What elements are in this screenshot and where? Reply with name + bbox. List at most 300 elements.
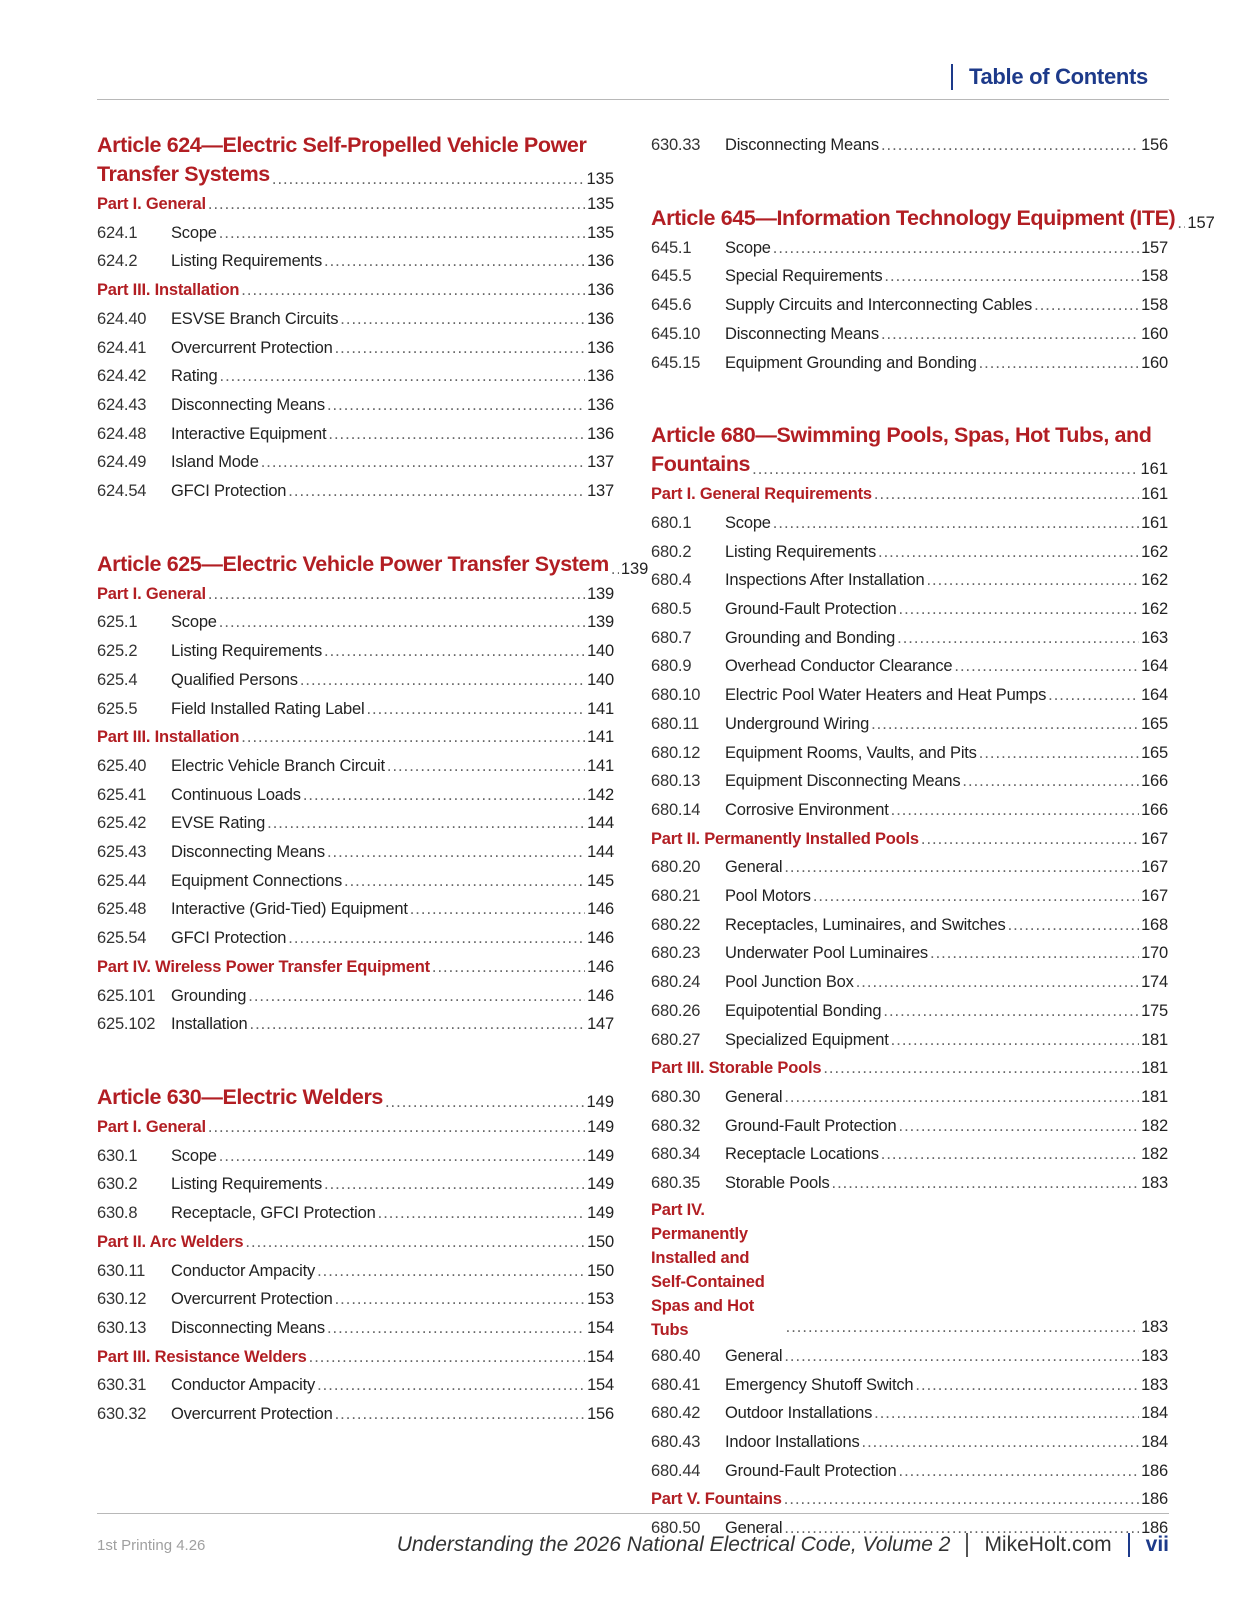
section-number: 680.9 xyxy=(651,657,692,676)
part-title: Part III. Storable Pools xyxy=(651,1059,822,1078)
part-title: Part I. General xyxy=(97,584,206,603)
section-page-number: 137 xyxy=(587,482,614,501)
footer-rule xyxy=(97,1513,1169,1514)
section-page-number: 170 xyxy=(1141,944,1168,963)
toc-entry[interactable] xyxy=(97,219,614,248)
section-number: 680.42 xyxy=(651,1404,701,1423)
section-title: Field Installed Rating Label xyxy=(171,699,365,718)
dot-leader xyxy=(366,695,585,724)
page-title: Table of Contents xyxy=(968,64,1148,89)
article-heading[interactable] xyxy=(97,131,614,189)
part-heading[interactable] xyxy=(97,1343,614,1372)
part-page-number: 183 xyxy=(1141,1318,1168,1337)
section-title: Equipment Grounding and Bonding xyxy=(725,353,977,372)
toc-entry[interactable] xyxy=(651,1399,1168,1428)
article-title-line: Article 624—Electric Self-Propelled Vehicle Power xyxy=(97,133,587,157)
toc-entry[interactable] xyxy=(97,608,614,637)
section-title: Ground-Fault Protection xyxy=(725,600,897,619)
section-number: 680.41 xyxy=(651,1375,701,1394)
section-page-number: 186 xyxy=(1141,1519,1168,1538)
part-heading[interactable] xyxy=(97,1228,614,1257)
section-number: 680.10 xyxy=(651,686,701,705)
dot-leader xyxy=(862,1428,1140,1457)
toc-entry[interactable] xyxy=(651,796,1168,825)
section-title: Continuous Loads xyxy=(171,785,301,804)
section-title: Ground-Fault Protection xyxy=(725,1461,897,1480)
dot-leader xyxy=(344,867,585,896)
toc-entry[interactable] xyxy=(651,1083,1168,1112)
toc-entry[interactable] xyxy=(97,781,614,810)
dot-leader xyxy=(813,882,1139,911)
dot-leader xyxy=(979,349,1139,378)
article-heading[interactable] xyxy=(651,421,1168,479)
part-title: Part V. Fountains xyxy=(651,1490,782,1509)
section-number: 680.5 xyxy=(651,600,692,619)
section-number: 625.48 xyxy=(97,900,147,919)
section-number: 680.4 xyxy=(651,571,692,590)
toc-entry[interactable] xyxy=(97,391,614,420)
toc-entry[interactable] xyxy=(651,882,1168,911)
section-title: GFCI Protection xyxy=(171,929,287,948)
section-page-number: 136 xyxy=(587,252,614,271)
left-column xyxy=(97,131,649,1429)
section-title: GFCI Protection xyxy=(171,482,287,501)
dot-leader xyxy=(220,362,586,391)
dot-leader xyxy=(883,997,1139,1026)
section-page-number: 175 xyxy=(1141,1001,1168,1020)
section-number: 624.54 xyxy=(97,482,147,501)
section-page-number: 140 xyxy=(587,670,614,689)
dot-leader xyxy=(881,131,1139,160)
toc-entry[interactable] xyxy=(97,666,614,695)
toc-entry[interactable] xyxy=(97,1170,614,1199)
toc-entry[interactable] xyxy=(97,305,614,334)
dot-leader xyxy=(962,767,1139,796)
toc-entry[interactable] xyxy=(97,1142,614,1171)
dot-leader xyxy=(208,190,585,219)
part-page-number: 186 xyxy=(1141,1490,1168,1509)
section-title: Disconnecting Means xyxy=(171,395,325,414)
section-spacer xyxy=(97,506,614,550)
part-page-number: 135 xyxy=(587,195,614,213)
section-title: Inspections After Installation xyxy=(725,571,925,590)
toc-entry[interactable] xyxy=(651,681,1168,710)
toc-entry[interactable] xyxy=(651,1169,1168,1198)
section-title: Electric Vehicle Branch Circuit xyxy=(171,756,385,775)
section-title: Electric Pool Water Heaters and Heat Pumps xyxy=(725,686,1047,705)
part-heading[interactable] xyxy=(97,190,614,219)
section-title: Underground Wiring xyxy=(725,714,870,733)
section-title: Disconnecting Means xyxy=(725,324,879,343)
part-heading[interactable] xyxy=(97,953,614,982)
section-number: 680.22 xyxy=(651,915,701,934)
section-number: 680.13 xyxy=(651,772,701,791)
section-title: General xyxy=(725,1346,783,1365)
dot-leader xyxy=(317,1371,585,1400)
section-page-number: 158 xyxy=(1141,267,1168,286)
toc-entry[interactable] xyxy=(651,968,1168,997)
section-title: Receptacle Locations xyxy=(725,1145,879,1164)
article-title-line: Fountains xyxy=(651,452,751,477)
section-number: 625.102 xyxy=(97,1015,156,1034)
website-link[interactable]: MikeHolt.com xyxy=(984,1533,1112,1556)
toc-entry[interactable] xyxy=(97,448,614,477)
toc-entry[interactable] xyxy=(651,566,1168,595)
section-title: Overhead Conductor Clearance xyxy=(725,657,953,676)
section-title: Interactive Equipment xyxy=(171,424,327,443)
toc-entry[interactable] xyxy=(97,752,614,781)
toc-entry[interactable] xyxy=(651,939,1168,968)
footer-divider xyxy=(1128,1533,1130,1557)
toc-entry[interactable] xyxy=(651,1026,1168,1055)
article-page-number: 149 xyxy=(586,1092,614,1111)
printing-note: 1st Printing 4.26 xyxy=(97,1536,206,1554)
dot-leader xyxy=(784,1083,1139,1112)
section-title: Listing Requirements xyxy=(171,252,322,271)
toc-entry[interactable] xyxy=(97,867,614,896)
section-title: Receptacles, Luminaires, and Switches xyxy=(725,915,1006,934)
toc-entry[interactable] xyxy=(651,320,1168,349)
section-title: Special Requirements xyxy=(725,267,883,286)
section-title: Overcurrent Protection xyxy=(171,338,333,357)
article-title-row xyxy=(97,550,649,579)
part-page-number: 150 xyxy=(587,1232,614,1251)
dot-leader xyxy=(340,305,585,334)
part-page-number: 149 xyxy=(587,1117,614,1136)
section-spacer xyxy=(651,160,1168,204)
section-page-number: 182 xyxy=(1141,1145,1168,1164)
part-page-number: 167 xyxy=(1141,829,1168,848)
part-title: Part I. General xyxy=(97,195,206,213)
dot-leader xyxy=(1177,214,1185,233)
toc-entry[interactable] xyxy=(651,291,1168,320)
part-heading[interactable] xyxy=(651,825,1168,854)
section-page-number: 184 xyxy=(1141,1432,1168,1451)
section-page-number: 162 xyxy=(1141,600,1168,619)
toc-entry[interactable] xyxy=(651,1371,1168,1400)
article-heading[interactable] xyxy=(651,204,1215,233)
part-heading[interactable] xyxy=(651,1054,1168,1083)
article-title-line: Article 625—Electric Vehicle Power Transfer System xyxy=(97,551,609,576)
toc-entry[interactable] xyxy=(97,1257,614,1286)
dot-leader xyxy=(288,924,585,953)
toc-entry[interactable] xyxy=(97,1010,614,1039)
part-heading[interactable] xyxy=(97,276,614,305)
toc-entry[interactable] xyxy=(97,1199,614,1228)
dot-leader xyxy=(752,460,1138,479)
section-page-number: 136 xyxy=(587,424,614,443)
section-title: ESVSE Branch Circuits xyxy=(171,309,339,328)
section-title: Scope xyxy=(725,513,771,532)
part-heading[interactable] xyxy=(97,580,614,609)
article-page-number: 139 xyxy=(620,559,649,578)
section-number: 645.15 xyxy=(651,353,701,372)
section-number: 680.20 xyxy=(651,858,701,877)
dot-leader xyxy=(899,595,1140,624)
section-number: 680.11 xyxy=(651,714,700,733)
toc-entry[interactable] xyxy=(651,1428,1168,1457)
section-page-number: 142 xyxy=(587,785,614,804)
dot-leader xyxy=(303,781,585,810)
dot-leader xyxy=(611,560,619,579)
dot-leader xyxy=(327,838,585,867)
section-page-number: 158 xyxy=(1141,296,1168,315)
section-page-number: 181 xyxy=(1141,1087,1168,1106)
article-title-row xyxy=(97,1083,614,1112)
toc-entry[interactable] xyxy=(651,131,1168,160)
dot-leader xyxy=(784,853,1139,882)
section-number: 680.12 xyxy=(651,743,701,762)
section-title: General xyxy=(725,858,783,877)
section-title: General xyxy=(725,1087,783,1106)
section-title: Listing Requirements xyxy=(171,1175,322,1194)
section-title: Supply Circuits and Interconnecting Cables xyxy=(725,296,1033,315)
part-title: Part III. Installation xyxy=(97,281,240,300)
dot-leader xyxy=(891,796,1139,825)
part-title: Part II. Permanently Installed Pools xyxy=(651,829,919,848)
section-page-number: 153 xyxy=(587,1290,614,1309)
dot-leader xyxy=(784,1485,1139,1514)
section-number: 680.1 xyxy=(651,513,692,532)
section-page-number: 164 xyxy=(1141,657,1168,676)
toc-entry[interactable] xyxy=(651,997,1168,1026)
section-page-number: 136 xyxy=(587,338,614,357)
section-title: General xyxy=(725,1519,783,1538)
page-header xyxy=(951,60,1148,94)
section-number: 680.32 xyxy=(651,1116,701,1135)
section-title: Disconnecting Means xyxy=(171,1318,325,1337)
article-title-row xyxy=(651,450,1168,479)
section-title: Installation xyxy=(171,1015,248,1034)
section-page-number: 184 xyxy=(1141,1404,1168,1423)
section-page-number: 156 xyxy=(587,1405,614,1424)
toc-entry[interactable] xyxy=(97,637,614,666)
section-number: 625.41 xyxy=(97,785,147,804)
article-title-row xyxy=(651,204,1215,233)
dot-leader xyxy=(249,1010,585,1039)
dot-leader xyxy=(327,1314,585,1343)
dot-leader xyxy=(1048,681,1139,710)
section-page-number: 183 xyxy=(1141,1375,1168,1394)
section-title: Receptacle, GFCI Protection xyxy=(171,1204,376,1223)
section-number: 630.12 xyxy=(97,1290,147,1309)
article-title-line: Article 645—Information Technology Equipment (ITE) xyxy=(651,205,1176,230)
dot-leader xyxy=(300,666,585,695)
dot-leader xyxy=(832,1169,1140,1198)
section-number: 625.4 xyxy=(97,670,138,689)
section-title: Outdoor Installations xyxy=(725,1404,873,1423)
page-number: vii xyxy=(1145,1533,1169,1556)
part-page-number: 136 xyxy=(587,281,614,300)
dot-leader xyxy=(871,710,1139,739)
dot-leader xyxy=(219,1142,585,1171)
toc-entry[interactable] xyxy=(651,262,1168,291)
toc-entry[interactable] xyxy=(97,1285,614,1314)
section-page-number: 163 xyxy=(1141,628,1168,647)
toc-entry[interactable] xyxy=(651,1342,1168,1371)
dot-leader xyxy=(856,968,1139,997)
part-heading[interactable] xyxy=(651,480,1168,509)
dot-leader xyxy=(208,580,585,609)
section-page-number: 146 xyxy=(587,929,614,948)
toc-entry[interactable] xyxy=(97,334,614,363)
toc-entry[interactable] xyxy=(97,838,614,867)
article-title-line: Article 680—Swimming Pools, Spas, Hot Tubs, and xyxy=(651,423,1152,448)
part-page-number: 141 xyxy=(587,728,614,747)
toc-entry[interactable] xyxy=(651,853,1168,882)
toc-entry[interactable] xyxy=(97,1371,614,1400)
section-number: 680.24 xyxy=(651,973,701,992)
section-title: Scope xyxy=(171,223,217,242)
part-title: Part III. Installation xyxy=(97,728,240,747)
section-number: 630.8 xyxy=(97,1204,138,1223)
section-number: 680.34 xyxy=(651,1145,701,1164)
footer-divider xyxy=(966,1533,968,1557)
toc-entry[interactable] xyxy=(651,509,1168,538)
dot-leader xyxy=(899,1457,1140,1486)
section-title: Pool Motors xyxy=(725,887,811,906)
dot-leader xyxy=(881,320,1139,349)
toc-entry[interactable] xyxy=(97,695,614,724)
part-heading[interactable] xyxy=(651,1198,1168,1342)
dot-leader xyxy=(878,538,1139,567)
part-heading[interactable] xyxy=(651,1485,1168,1514)
toc-entry[interactable] xyxy=(97,362,614,391)
part-title: Part II. Arc Welders xyxy=(97,1232,244,1251)
section-number: 625.43 xyxy=(97,843,147,862)
section-title: Listing Requirements xyxy=(171,642,322,661)
section-number: 630.2 xyxy=(97,1175,138,1194)
section-page-number: 186 xyxy=(1141,1461,1168,1480)
section-number: 630.33 xyxy=(651,136,701,154)
dot-leader xyxy=(324,1170,585,1199)
toc-entry[interactable] xyxy=(97,420,614,449)
section-number: 625.1 xyxy=(97,613,138,632)
toc-entry[interactable] xyxy=(651,767,1168,796)
section-number: 645.10 xyxy=(651,324,701,343)
toc-entry[interactable] xyxy=(651,710,1168,739)
toc-entry[interactable] xyxy=(651,911,1168,940)
dot-leader xyxy=(1034,291,1139,320)
toc-entry[interactable] xyxy=(97,247,614,276)
toc-entry[interactable] xyxy=(97,477,614,506)
toc-entry[interactable] xyxy=(97,982,614,1011)
section-title: Grounding xyxy=(171,986,247,1005)
toc-entry[interactable] xyxy=(651,1140,1168,1169)
section-page-number: 146 xyxy=(587,986,614,1005)
dot-leader xyxy=(267,809,585,838)
section-title: Conductor Ampacity xyxy=(171,1376,316,1395)
dot-leader xyxy=(410,895,585,924)
dot-leader xyxy=(309,1343,585,1372)
toc-entry[interactable] xyxy=(97,895,614,924)
toc-entry[interactable] xyxy=(651,1112,1168,1141)
section-page-number: 150 xyxy=(587,1261,614,1280)
toc-entry[interactable] xyxy=(651,595,1168,624)
dot-leader xyxy=(874,1399,1139,1428)
article-title-row xyxy=(97,160,614,189)
section-page-number: 149 xyxy=(587,1175,614,1194)
section-number: 625.44 xyxy=(97,871,147,890)
part-title: Part IV. Permanently Installed and Self-Contained Spas and Hot Tubs xyxy=(651,1200,765,1339)
dot-leader xyxy=(335,1400,585,1429)
section-number: 624.43 xyxy=(97,395,147,414)
dot-leader xyxy=(387,752,585,781)
dot-leader xyxy=(245,1228,585,1257)
toc-entry[interactable] xyxy=(651,1457,1168,1486)
section-number: 630.13 xyxy=(97,1318,147,1337)
article-page-number: 161 xyxy=(1140,460,1168,479)
article-page-number: 135 xyxy=(586,170,614,188)
toc-entry[interactable] xyxy=(97,924,614,953)
toc-entry[interactable] xyxy=(651,538,1168,567)
section-number: 624.2 xyxy=(97,252,138,271)
toc-entry[interactable] xyxy=(651,624,1168,653)
section-number: 680.27 xyxy=(651,1030,701,1049)
article-heading[interactable] xyxy=(97,1083,614,1112)
section-number: 624.42 xyxy=(97,367,147,386)
article-heading[interactable] xyxy=(97,550,649,579)
toc-entry[interactable] xyxy=(97,1314,614,1343)
toc-entry[interactable] xyxy=(651,652,1168,681)
section-title: Scope xyxy=(171,613,217,632)
section-title: Listing Requirements xyxy=(725,542,876,561)
section-number: 680.30 xyxy=(651,1087,701,1106)
dot-leader xyxy=(891,1026,1139,1055)
dot-leader xyxy=(926,566,1139,595)
section-title: Disconnecting Means xyxy=(725,136,879,154)
section-number: 625.2 xyxy=(97,642,138,661)
section-number: 680.43 xyxy=(651,1432,701,1451)
dot-leader xyxy=(823,1054,1139,1083)
dot-leader xyxy=(219,608,585,637)
part-heading[interactable] xyxy=(97,723,614,752)
toc-entry[interactable] xyxy=(651,349,1168,378)
toc-entry[interactable] xyxy=(651,234,1168,263)
dot-leader xyxy=(248,982,585,1011)
dot-leader xyxy=(327,391,585,420)
section-page-number: 181 xyxy=(1141,1030,1168,1049)
section-number: 624.1 xyxy=(97,223,138,242)
section-number: 630.31 xyxy=(97,1376,147,1395)
header-divider xyxy=(951,64,953,90)
section-title: Overcurrent Protection xyxy=(171,1290,333,1309)
part-title: Part IV. Wireless Power Transfer Equipment xyxy=(97,957,430,976)
section-title: Ground-Fault Protection xyxy=(725,1116,897,1135)
book-title: Understanding the 2026 National Electrical Code, Volume 2 xyxy=(396,1533,951,1556)
section-number: 680.14 xyxy=(651,800,701,819)
section-number: 680.26 xyxy=(651,1001,701,1020)
part-heading[interactable] xyxy=(97,1113,614,1142)
toc-entry[interactable] xyxy=(97,1400,614,1429)
dot-leader xyxy=(261,448,585,477)
dot-leader xyxy=(899,1112,1140,1141)
section-title: Grounding and Bonding xyxy=(725,628,896,647)
section-number: 630.32 xyxy=(97,1405,147,1424)
dot-leader xyxy=(881,1140,1139,1169)
toc-entry[interactable] xyxy=(651,739,1168,768)
section-number: 625.101 xyxy=(97,986,156,1005)
toc-entry[interactable] xyxy=(97,809,614,838)
right-column xyxy=(651,131,1215,1543)
dot-leader xyxy=(324,247,585,276)
section-number: 645.5 xyxy=(651,267,692,286)
section-page-number: 144 xyxy=(587,814,614,833)
section-page-number: 160 xyxy=(1141,324,1168,343)
section-number: 680.21 xyxy=(651,887,701,906)
section-page-number: 137 xyxy=(587,453,614,472)
section-title: Conductor Ampacity xyxy=(171,1261,316,1280)
